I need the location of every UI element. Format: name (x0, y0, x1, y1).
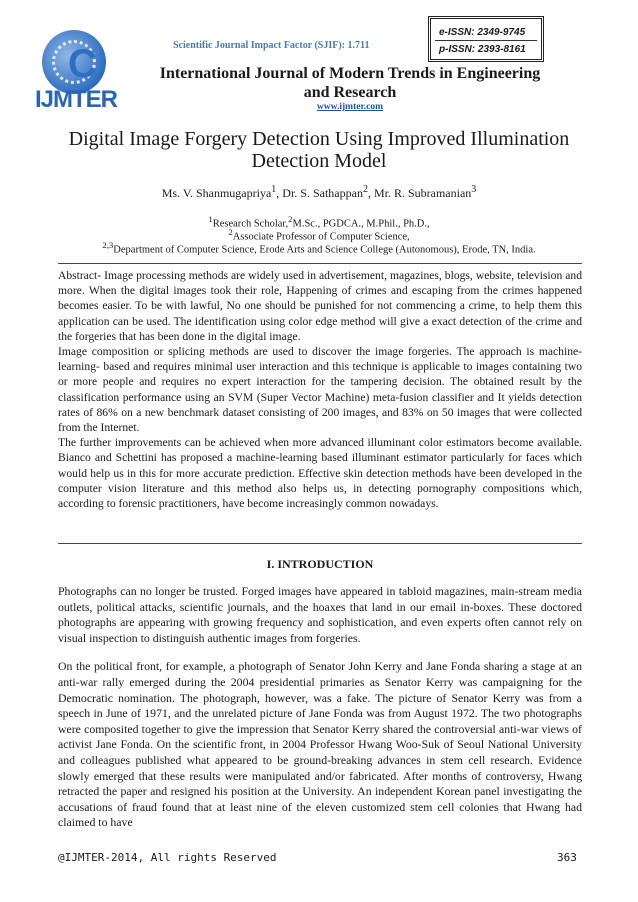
journal-url[interactable]: www.ijmter.com (316, 102, 384, 112)
journal-logo (34, 30, 118, 120)
affiliation-line-3 (30, 239, 608, 257)
footer-copyright: @IJMTER-2014, All rights Reserved (58, 851, 277, 864)
author-sep: , (367, 186, 374, 200)
author-sup: 2 (362, 184, 368, 195)
c-mark-icon: C (68, 42, 97, 86)
sjif-line: Scientific Journal Impact Factor (SJIF): 1.711 (173, 40, 370, 51)
title-line-2: Detection Model (251, 150, 387, 172)
abstract-bottom-rule (58, 543, 582, 544)
abstract-paragraph-1: Abstract- Image processing methods are widely used in advertisement, magazines, blogs, website, television and more. When the digital images took their role, Happening of crimes and escaping from the crimes happened becomes easier. To be with lawful, No one should be punished for not commencing a crime, to help them this application can be used. The identification using color edge method will give a exact detection of the crime and the forgeries that has been done in the digital image. (58, 269, 582, 343)
author-name: Ms. V. Shanmugapriya (161, 186, 272, 200)
title-line-1: Digital Image Forgery Detection Using Improved Illumination (68, 128, 570, 150)
abstract-paragraph-2: Image composition or splicing methods are used to discover the image forgeries. The approach is machine-learning- based and requires minimal user interaction and this technique is applicable to images containing two or more people and requires no expert interaction for the tampering decision. The obtained result by the classification performance using an SVM (Super Vector Machine) meta-fusion classifier and It yields detection rates of 86% on a new benchmark dataset consisting of 200 images, and 83% on 50 images that were collected from the Internet. (58, 345, 582, 435)
affil-text: M.Sc., PGDCA., M.Phil., Ph.D., (292, 218, 430, 230)
author-list (40, 184, 598, 201)
journal-name (130, 64, 570, 102)
paper-title (40, 128, 598, 172)
issn-box (428, 16, 544, 62)
eissn: e-ISSN: 2349-9745 (439, 27, 526, 38)
pissn: p-ISSN: 2393-8161 (439, 44, 526, 55)
affil-sup: 1 (208, 214, 213, 224)
intro-paragraph-2: On the political front, for example, a photograph of Senator John Kerry and Jane Fonda sharing a stage at an anti-war rally emerged during the 2004 presidential primaries as Senator Kerry was campaigning for the Democratic nomination. The photograph, however, was a fake. The picture of Senator Kerry was from a speech in June of 1971, and the unrelated picture of Jane Fonda was from August 1972. The two photographs were composited together to give the impression that Senator Kerry shared the controversial anti-war views of activist Jane Fonda. On the scientific front, in 2004 Professor Hwang Woo-Suk of Seoul National University and colleagues published what appeared to be ground-breaking advances in stem cell research. Evidence slowly emerged that these results were manipulated and/or fabricated. After months of controversy, Hwang retracted the paper and resigned his position at the University. An independent Korean panel investigating the accusations of fraud found that at least nine of the eleven customized stem cell colonies that Hwang had claimed to have (58, 659, 582, 830)
author-name: Dr. S. Sathappan (282, 186, 363, 200)
author-sup: 3 (471, 184, 477, 195)
abstract (58, 268, 582, 511)
intro-paragraph-1: Photographs can no longer be trusted. Forged images have appeared in tabloid magazines, main-stream media outlets, political attacks, scientific journals, and the hoaxes that land in our email in-boxes. These doctored photographs are appearing with growing frequency and sophistication, and even experts often cannot rely on visual inspection to distinguish authentic images from forgeries. (58, 584, 582, 645)
journal-line-1: International Journal of Modern Trends in Engineering (159, 65, 541, 82)
logo-text: IJMTER (34, 86, 117, 113)
page-number: 363 (557, 851, 577, 864)
abstract-top-rule (58, 263, 582, 264)
issn-divider (435, 40, 537, 41)
section-heading-introduction: I. INTRODUCTION (266, 557, 374, 571)
journal-line-2: and Research (303, 84, 397, 101)
author-sep: , (276, 186, 283, 200)
introduction-body (58, 584, 582, 844)
affil-sup: 2 (228, 227, 233, 237)
affil-text: Associate Professor of Computer Science, (232, 231, 410, 243)
affil-sup: 2 (288, 214, 293, 224)
affil-text: Department of Computer Science, Erode Arts and Science College (Autonomous), Erode, TN, India. (113, 244, 536, 256)
affil-sup: 2,3 (102, 240, 114, 250)
author-sup: 1 (271, 184, 277, 195)
abstract-paragraph-3: The further improvements can be achieved when more advanced illuminant color estimators become available. Bianco and Schettini has proposed a machine-learning based illuminant estimator particularly for faces which would help us in this for more accurate prediction. Effective skin detection methods have been developed in the computer vision literature and this method also helps us, in detecting pornography compositions which, according to forensic practitioners, have become increasingly common nowadays. (58, 436, 582, 511)
author-name: Mr. R. Subramanian (373, 186, 472, 200)
affil-text: Research Scholar, (212, 218, 289, 230)
